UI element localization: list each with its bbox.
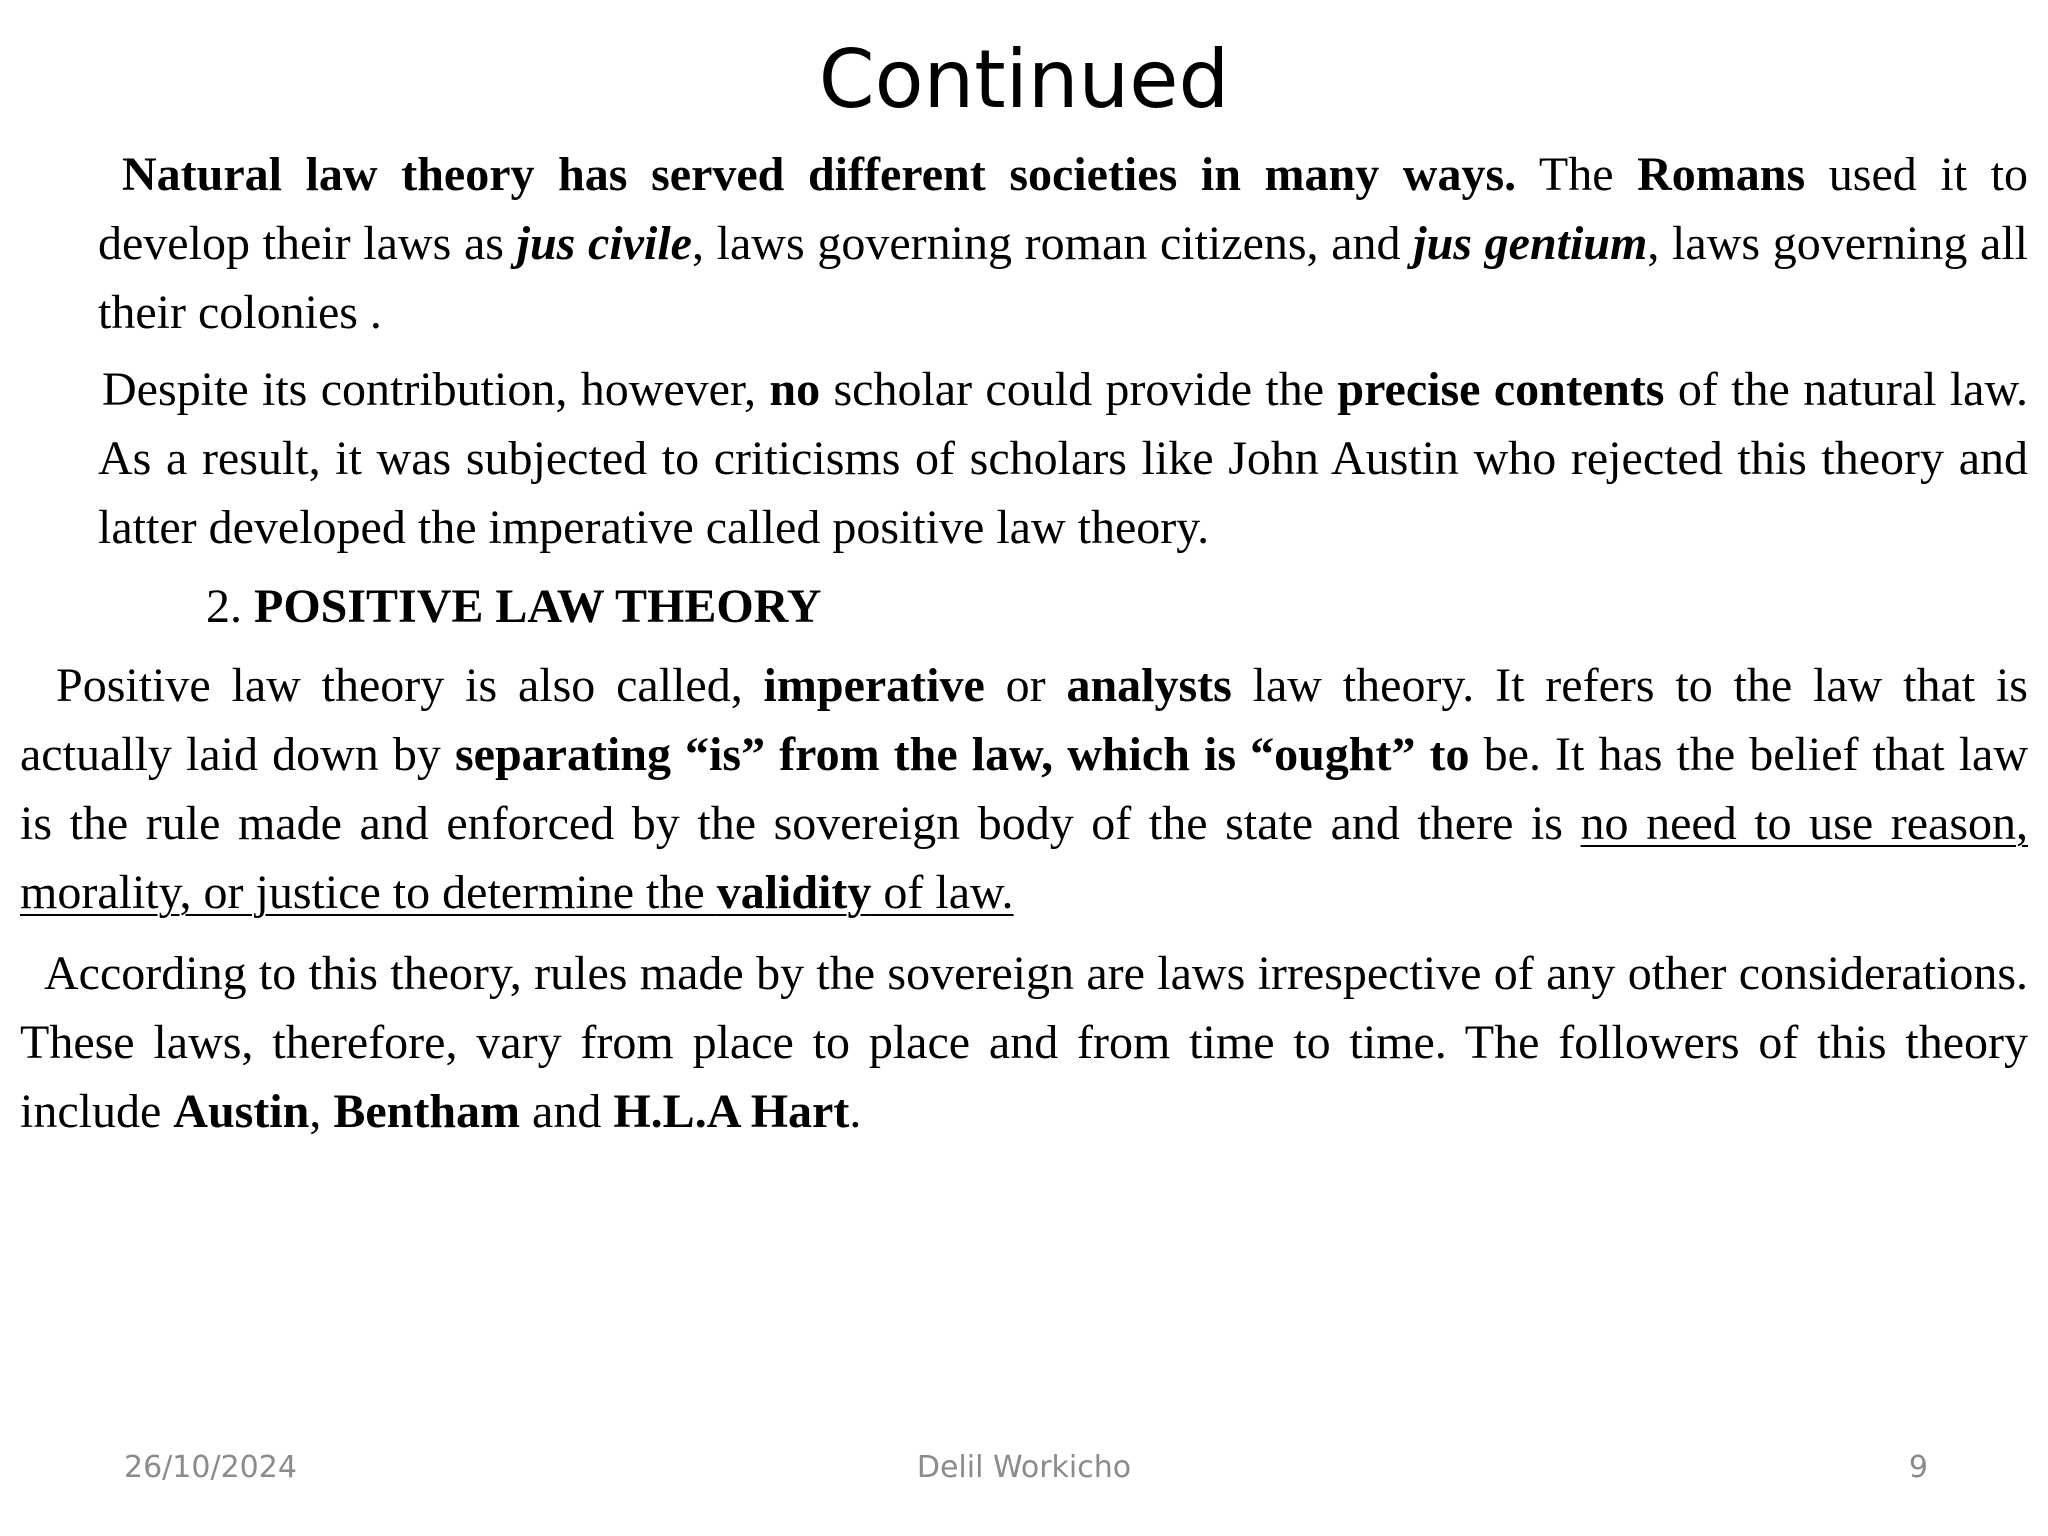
heading-number: 2. — [206, 580, 254, 633]
text-span: H.L.A Hart — [613, 1085, 850, 1138]
text-span: and — [520, 1085, 614, 1138]
text-span: Bentham — [333, 1085, 521, 1138]
text-span: Despite its contribution, however, — [102, 363, 770, 416]
text-span: Positive law theory is also called, — [56, 659, 764, 712]
text-span: The — [1516, 148, 1638, 201]
paragraph-positive-law-definition — [20, 651, 2028, 927]
text-span: no need to use reason, morality, or justice to determine the — [20, 797, 2029, 919]
section-heading-positive-law — [20, 572, 2028, 641]
paragraph-positive-law-followers — [20, 939, 2028, 1146]
text-span: of law. — [871, 866, 1014, 919]
slide-title: Continued — [818, 33, 1230, 126]
text-span: validity — [716, 866, 872, 919]
text-span: law theory. It refers to the law that is actually laid down by — [20, 659, 2028, 781]
text-span: jus civile — [516, 217, 692, 270]
text-span: analysts — [1066, 659, 1232, 712]
text-span: imperative — [763, 659, 985, 712]
footer-page-number: 9 — [1908, 1450, 1928, 1485]
text-span: According to this theory, rules made by the sovereign are laws irrespective of any other considerations. These laws, therefore, vary from place to place and from time to time. The followers of this theory include — [20, 947, 2028, 1138]
text-span: no — [769, 363, 821, 416]
footer-author: Delil Workicho — [916, 1450, 1132, 1485]
text-span: or — [984, 659, 1067, 712]
text-span: scholar could provide the — [820, 363, 1338, 416]
paragraph-natural-law-uses — [20, 140, 2028, 347]
heading-text: POSITIVE LAW THEORY — [254, 580, 822, 633]
text-span: used it to develop their laws as — [98, 148, 2028, 270]
slide-body — [20, 140, 2028, 1146]
text-span: precise contents — [1337, 363, 1665, 416]
paragraph-natural-law-criticism — [20, 355, 2028, 562]
text-span: , laws governing all their colonies . — [98, 217, 2029, 339]
text-span: Romans — [1637, 148, 1806, 201]
text-span: Natural law theory has served different societies in many ways. — [122, 148, 1517, 201]
text-span: Austin — [173, 1085, 310, 1138]
text-span: separating “is” from the law, which is “ought” to — [454, 728, 1470, 781]
text-span: , laws governing roman citizens, and — [691, 217, 1414, 270]
text-span: . — [849, 1085, 862, 1138]
text-span: be. It has the belief that law is the rule made and enforced by the sovereign body of the state and there is — [20, 728, 2029, 850]
footer-date: 26/10/2024 — [124, 1450, 297, 1485]
text-span: jus gentium — [1413, 217, 1648, 270]
text-span: of the natural law. As a result, it was subjected to criticisms of scholars like John Austin who rejected this theory and latter developed the imperative called positive law theory. — [98, 363, 2028, 554]
text-span: , — [309, 1085, 334, 1138]
